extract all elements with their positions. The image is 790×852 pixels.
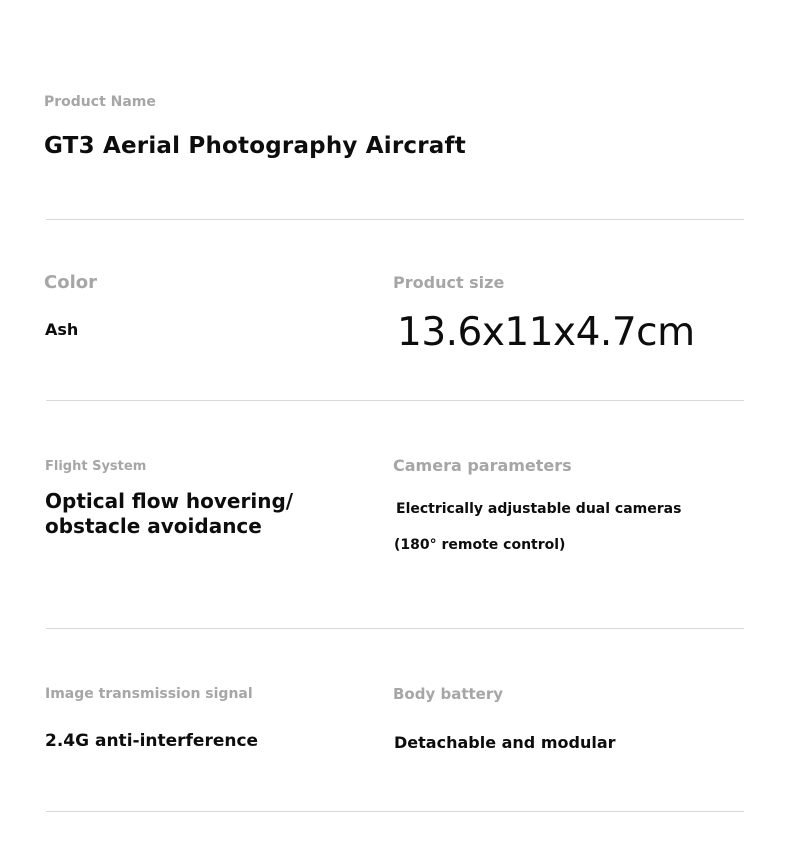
camera-parameters-value-line1: Electrically adjustable dual cameras <box>396 501 682 517</box>
product-name-value: GT3 Aerial Photography Aircraft <box>44 133 466 159</box>
flight-system-label: Flight System <box>45 459 147 474</box>
image-transmission-label: Image transmission signal <box>45 686 253 702</box>
product-name-label: Product Name <box>44 94 156 110</box>
divider <box>46 400 744 401</box>
divider <box>46 811 744 812</box>
camera-parameters-value-line2: (180° remote control) <box>394 537 566 553</box>
product-size-value: 13.6x11x4.7cm <box>397 310 695 355</box>
divider <box>46 219 744 220</box>
flight-system-value: Optical flow hovering/ obstacle avoidance <box>45 489 294 538</box>
body-battery-value: Detachable and modular <box>394 733 616 752</box>
product-size-label: Product size <box>393 273 505 292</box>
color-label: Color <box>44 272 97 293</box>
body-battery-label: Body battery <box>393 685 504 703</box>
color-value: Ash <box>45 320 79 339</box>
camera-parameters-label: Camera parameters <box>393 456 572 475</box>
image-transmission-value: 2.4G anti-interference <box>45 731 259 751</box>
divider <box>46 628 744 629</box>
